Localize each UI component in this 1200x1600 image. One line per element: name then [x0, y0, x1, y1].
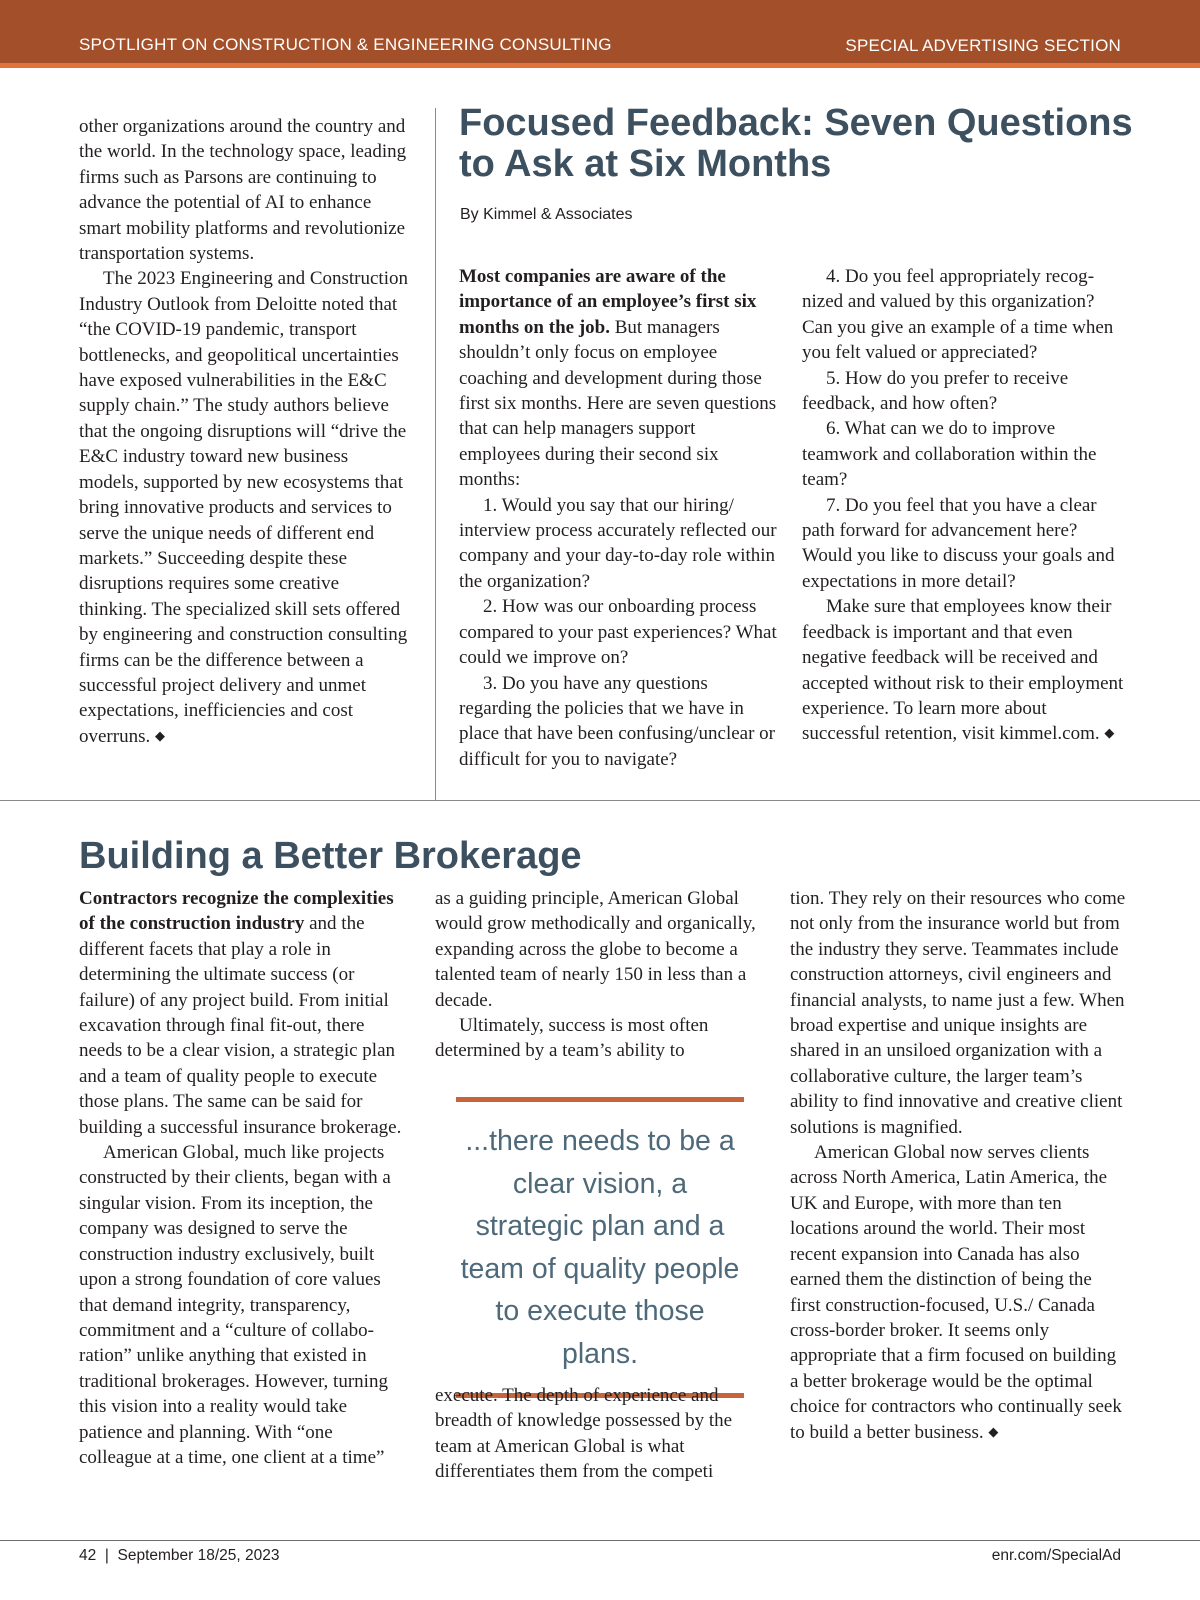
body-paragraph: other organizations around the country and the world. In the technology space, leading firms such as Parsons are continuing to advance the potential of AI to enhance smart mobility platforms and revolutionize transportation systems.	[79, 116, 407, 265]
section-header	[0, 0, 1200, 68]
article-byline: By Kimmel & Associates	[460, 206, 633, 223]
section-divider	[0, 800, 1200, 801]
article-column	[79, 886, 409, 1470]
body-paragraph: Ultimately, success is most often determined by a team’s ability to	[435, 1015, 709, 1062]
article-column	[459, 264, 779, 772]
end-mark-icon: ◆	[988, 1423, 999, 1439]
continued-article-column	[79, 114, 409, 750]
question-item: 5. How do you prefer to receive feedback, and how often?	[802, 367, 1069, 415]
article-column	[790, 886, 1126, 1446]
article-title: Focused Feedback: Seven Questions to Ask at Six Months	[459, 102, 1133, 185]
article-column	[802, 264, 1126, 748]
header-advertising-label: SPECIAL ADVERTISING SECTION	[845, 36, 1121, 55]
lead-bold-text: Most companies are aware of the importance of an employee’s first six months on the job.	[459, 266, 757, 338]
lead-paragraph: Contractors recognize the complexities of the construction industry and the different facets that play a role in determining the ultimate success (or failure) of any project build. From initial excavation through final fit-out, there needs to be a clear vision, a strategic plan and a team of quality people to execute those plans. The same can be said for building a successful insurance brokerage.	[79, 888, 402, 1138]
article-column	[435, 886, 765, 1064]
question-item: 3. Do you have any questions regarding the policies that we have in place that have been confusing/unclear or difficult for you to navigate?	[459, 672, 775, 770]
body-paragraph: as a guiding principle, American Global would grow methodically and organically, expanding across the globe to become a talented team of nearly 150 in less than a decade.	[435, 888, 756, 1011]
body-paragraph: The 2023 Engineering and Construction Industry Outlook from Deloitte noted that “the COVID-19 pandemic, transport bottlenecks, and geopolitical uncertainties have exposed vulnerabilities in the E&C supply chain.” The study authors believe that the ongoing disruptions will “drive the E&C industry toward new business models, supported by new ecosystems that bring innovative products and services to serve the unique needs of different end markets.” Succeeding despite these disruptions requires some creative thinking. The specialized skill sets offered by engineering and construction consulting firms can be the difference between a successful project delivery and unmet expectations, inefficiencies and cost overruns. ◆	[79, 268, 408, 747]
question-item: 6. What can we do to improve teamwork and collaboration within the team?	[802, 418, 1097, 491]
question-item: 2. How was our onboarding process compared to your past experiences? What could we improve on?	[459, 596, 777, 669]
article-column	[435, 1383, 765, 1485]
end-mark-icon: ◆	[154, 727, 165, 743]
question-item: 1. Would you say that our hiring/ interview process accurately reflected our company and your day-to-day role within the organization?	[459, 494, 777, 592]
article-title: Building a Better Brokerage	[79, 835, 582, 877]
footer-divider	[0, 1540, 1200, 1541]
question-item: 4. Do you feel appropriately recognized and valued by this organization? Can you give an example of a time when you felt valued or appreciated?	[802, 266, 1114, 364]
lead-bold-text: Contractors recognize the complexities of the construction industry	[79, 888, 394, 935]
lead-paragraph: Most companies are aware of the importance of an employee’s first six months on the job. But managers shouldn’t only focus on employee coaching and development during those first six months. Here are seven questions that can help managers support employees during their second six months:	[459, 266, 777, 491]
end-mark-icon: ◆	[1104, 725, 1115, 741]
closing-paragraph: Make sure that employees know their feedback is important and that even negative feedback will be received and accepted without risk to their employment experience. To learn more about successful retention, visit kimmel.com. ◆	[802, 596, 1124, 745]
page-number-date: 42 | September 18/25, 2023	[79, 1547, 280, 1564]
question-item: 7. Do you feel that you have a clear path forward for advancement here? Would you like to discuss your goals and expectations in more detail?	[802, 494, 1115, 592]
body-paragraph: tion. They rely on their resources who come not only from the insurance world but from the industry they serve. Teammates include construction attorneys, civil engineers and financial analysts, to name just a few. When broad expertise and unique insights are shared in an unsiloed organization with a collaborative culture, the larger team’s ability to find innovative and creative client solutions is magnified.	[790, 888, 1126, 1138]
body-paragraph: execute. The depth of experience and breadth of knowledge possessed by the team at American Global is what differentiates them from the competi	[435, 1385, 733, 1483]
footer-url: enr.com/SpecialAd	[991, 1547, 1121, 1564]
body-paragraph: American Global now serves clients across North America, Latin America, the UK and Europe, with more than ten locations around the world. Their most recent expansion into Canada has also earned them the distinction of being the first construction-focused, U.S./ Canada cross-border broker. It seems only appropriate that a firm focused on building a better brokerage would be the optimal choice for contractors who continually seek to build a better business. ◆	[790, 1142, 1122, 1443]
column-divider	[435, 108, 436, 800]
body-paragraph: American Global, much like projects constructed by their clients, began with a singular vision. From its inception, the company was designed to serve the construction industry exclusively, built upon a strong foundation of core values that demand integrity, transparency, commitment and a “culture of collaboration” unlike anything that existed in traditional brokerages. However, turning this vision into a reality would take patience and planning. With “one colleague at a time, one client at a time”	[79, 1142, 391, 1468]
header-section-label: SPOTLIGHT ON CONSTRUCTION & ENGINEERING CONSULTING	[79, 35, 612, 54]
pull-quote: ...there needs to be a clear vision, a strategic plan and a team of quality people to execute those plans.	[456, 1097, 744, 1398]
